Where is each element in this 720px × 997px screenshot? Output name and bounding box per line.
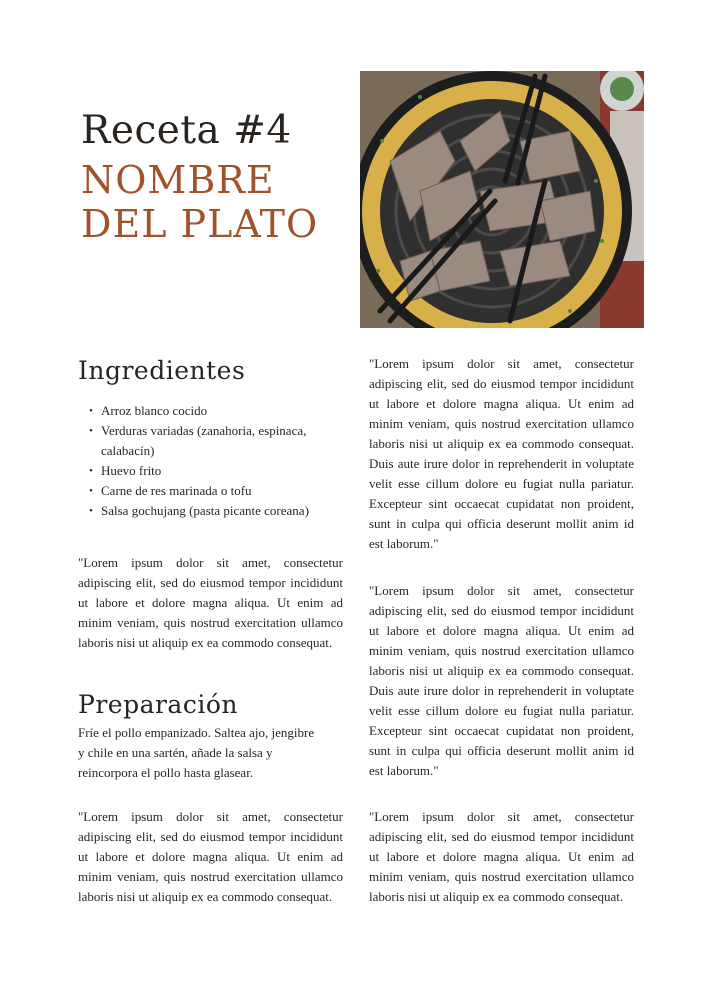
grilled-meat-photo bbox=[360, 71, 644, 328]
body-paragraph: "Lorem ipsum dolor sit amet, consectetur adipiscing elit, sed do eiusmod tempor incididunt ut labore et dolore magna aliqua. Ut enim ad minim veniam, quis nostrud exercitation ullamco laboris nisi ut aliquip ex ea commodo consequat. Duis aute irure dolor in reprehenderit in voluptate velit esse cillum dolore eu fugiat nulla pariatur. Excepteur sint occaecat cupidatat non proident, sunt in culpa qui officia deserunt mollit anim id est laborum." bbox=[369, 356, 634, 551]
list-item: • Verduras variadas (zanahoria, espinaca, calabacín) bbox=[84, 421, 344, 461]
body-paragraph: "Lorem ipsum dolor sit amet, consectetur adipiscing elit, sed do eiusmod tempor incididunt ut labore et dolore magna aliqua. Ut enim ad minim veniam, quis nostrud exercitation ullamco laboris nisi ut aliquip ex ea commodo consequat. bbox=[78, 555, 343, 650]
body-paragraph: "Lorem ipsum dolor sit amet, consectetur adipiscing elit, sed do eiusmod tempor incididunt ut labore et dolore magna aliqua. Ut enim ad minim veniam, quis nostrud exercitation ullamco laboris nisi ut aliquip ex ea commodo consequat. bbox=[78, 809, 343, 904]
list-item: • Arroz blanco cocido bbox=[84, 401, 344, 421]
preparation-text: Fríe el pollo empanizado. Saltea ajo, jengibre y chile en una sartén, añade la salsa y reincorpora el pollo hasta glasear. bbox=[78, 725, 315, 780]
ingredients-heading: Ingredientes bbox=[78, 356, 246, 385]
recipe-title bbox=[81, 110, 341, 246]
body-paragraph: "Lorem ipsum dolor sit amet, consectetur adipiscing elit, sed do eiusmod tempor incididunt ut labore et dolore magna aliqua. Ut enim ad minim veniam, quis nostrud exercitation ullamco laboris nisi ut aliquip ex ea commodo consequat. bbox=[369, 809, 634, 904]
dish-name-line1: NOMBRE bbox=[81, 158, 275, 202]
list-item: • Salsa gochujang (pasta picante coreana) bbox=[84, 501, 344, 521]
body-paragraph: "Lorem ipsum dolor sit amet, consectetur adipiscing elit, sed do eiusmod tempor incididunt ut labore et dolore magna aliqua. Ut enim ad minim veniam, quis nostrud exercitation ullamco laboris nisi ut aliquip ex ea commodo consequat. Duis aute irure dolor in reprehenderit in voluptate velit esse cillum dolore eu fugiat nulla pariatur. Excepteur sint occaecat cupidatat non proident, sunt in culpa qui officia deserunt mollit anim id est laborum." bbox=[369, 583, 634, 778]
list-item: • Carne de res marinada o tofu bbox=[84, 481, 344, 501]
list-item: • Huevo frito bbox=[84, 461, 344, 481]
recipe-number: Receta #4 bbox=[81, 108, 292, 153]
dish-name-line2: DEL PLATO bbox=[81, 202, 319, 246]
ingredients-list bbox=[84, 401, 344, 521]
preparation-heading: Preparación bbox=[78, 690, 238, 719]
